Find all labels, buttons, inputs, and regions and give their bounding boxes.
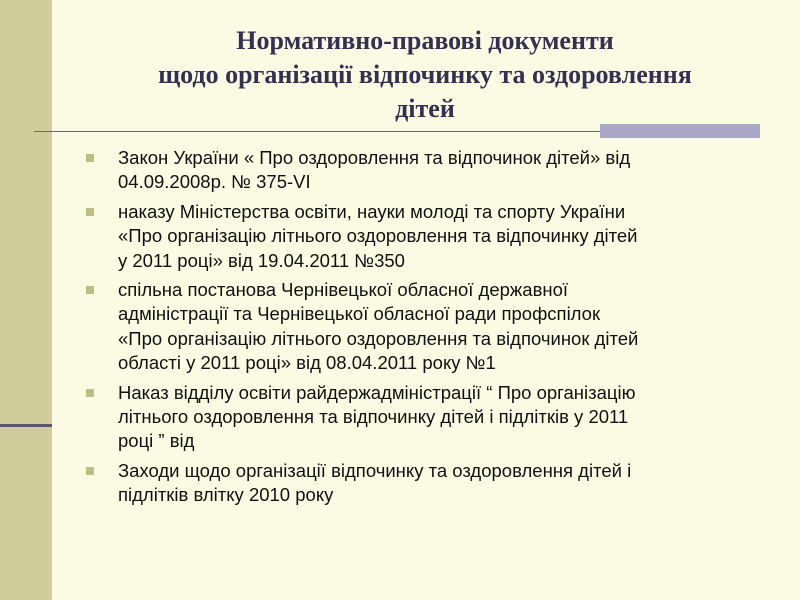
- left-decor-bar: [0, 0, 52, 600]
- title-line: Нормативно-правові документи: [236, 26, 614, 55]
- item-line: спільна постанова Чернівецької обласної державної: [118, 279, 569, 301]
- left-decor-tick: [0, 424, 52, 427]
- square-bullet-icon: [86, 467, 94, 475]
- item-line: Наказ відділу освіти райдержадміністрації “ Про організацію: [118, 381, 636, 403]
- list-item: [84, 200, 764, 273]
- item-line: наказу Міністерства освіти, науки молоді та спорту України: [118, 200, 626, 222]
- item-line: році ” від: [118, 430, 195, 452]
- item-line: підлітків влітку 2010 року: [118, 484, 334, 506]
- title-line: дітей: [395, 94, 455, 123]
- list-item: [84, 459, 764, 508]
- square-bullet-icon: [86, 154, 94, 162]
- list-item: [84, 146, 764, 195]
- item-line: «Про організацію літнього оздоровлення та відпочинку дітей: [118, 225, 638, 247]
- slide-title: [60, 24, 790, 126]
- item-line: Закон України « Про оздоровлення та відпочинок дітей» від: [118, 147, 631, 168]
- item-line: області у 2011 році» від 08.04.2011 року №1: [118, 352, 496, 374]
- item-line: «Про організацію літнього оздоровлення та відпочинок дітей: [118, 327, 639, 349]
- item-line: адміністрації та Чернівецької обласної ради профспілок: [118, 303, 601, 325]
- document-list: [84, 146, 764, 513]
- item-line: 04.09.2008р. № 375-VI: [118, 171, 311, 193]
- title-line: щодо організації відпочинку та оздоровлення: [158, 60, 692, 89]
- item-line: Заходи щодо організації відпочинку та оздоровлення дітей і: [118, 459, 632, 481]
- item-line: літнього оздоровлення та відпочинку дітей і підлітків у 2011: [118, 406, 629, 428]
- list-item: [84, 381, 764, 454]
- title-divider-accent: [600, 124, 760, 138]
- list-item: [84, 278, 764, 376]
- square-bullet-icon: [86, 286, 94, 294]
- item-line: у 2011 році» від 19.04.2011 №350: [118, 249, 405, 271]
- square-bullet-icon: [86, 389, 94, 397]
- square-bullet-icon: [86, 208, 94, 216]
